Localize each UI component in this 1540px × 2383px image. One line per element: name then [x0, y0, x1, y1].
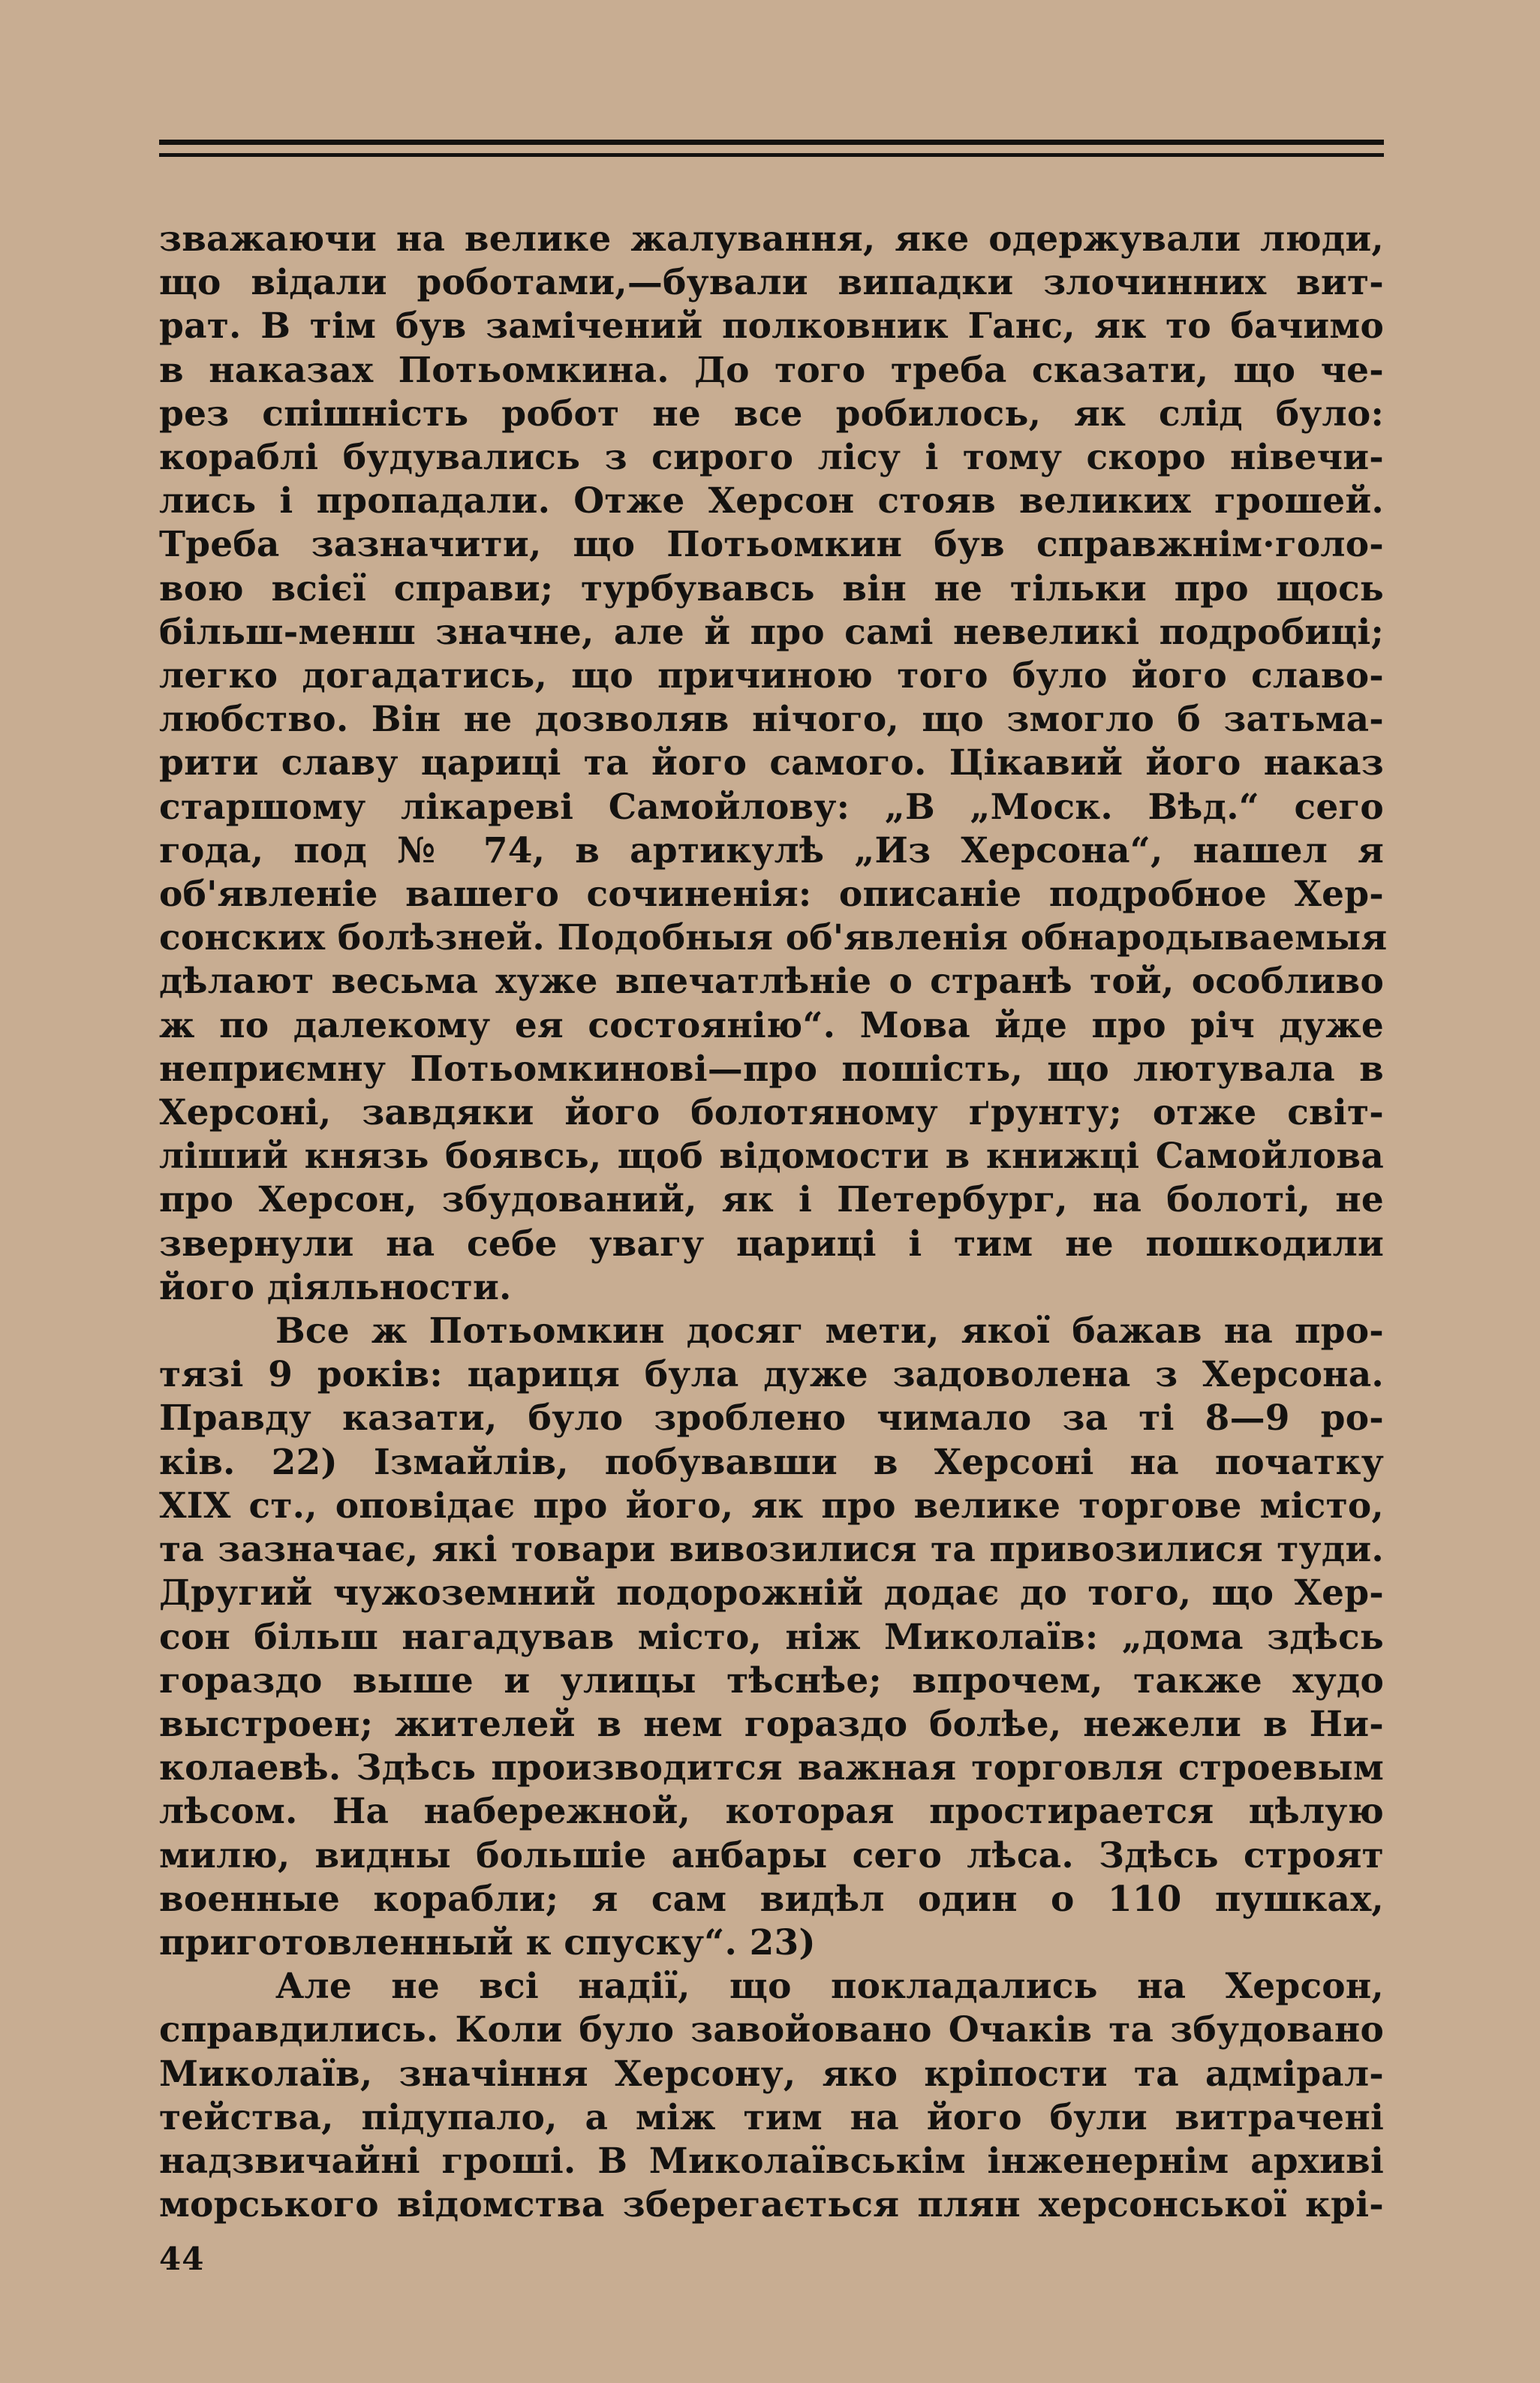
text-line: що відали роботами,—бували випадки злочинних вит-	[159, 262, 1384, 304]
text-line: лись і пропадали. Отже Херсон стояв великих грошей.	[159, 480, 1384, 522]
header-rule-thin	[159, 153, 1384, 157]
text-line: выстроен; жителей в нем гораздо болѣе, нежели в Ни-	[159, 1703, 1384, 1745]
text-line: военные корабли; я сам видѣл один о 110 пушках,	[159, 1878, 1384, 1920]
text-line: тейства, підупало, а між тим на його були витрачені	[159, 2096, 1384, 2138]
text-line: старшому лікареві Самойлову: „В „Моск. Вѣд.“ сего	[159, 786, 1384, 828]
text-line: дѣлают весьма хуже впечатлѣніе о странѣ той, особливо	[159, 961, 1384, 1003]
text-line: колаевѣ. Здѣсь производится важная торговля строевым	[159, 1747, 1384, 1789]
text-line: Але не всі надії, що покладались на Херсон,	[275, 1966, 1384, 2008]
text-line: рез спішність робот не все робилось, як слід було:	[159, 393, 1384, 435]
text-line: приготовленный к спуску“. 23)	[159, 1921, 816, 1963]
text-line: года, под № 74, в артикулѣ „Из Херсона“, нашел я	[159, 829, 1384, 871]
text-line: ків. 22) Ізмайлів, побувавши в Херсоні на початку	[159, 1441, 1384, 1483]
text-line: об'явленіе вашего сочиненія: описаніе подробное Хер-	[159, 874, 1384, 916]
text-line: Миколаїв, значіння Херсону, яко кріпости та адмірал-	[159, 2053, 1384, 2095]
text-line: Другий чужоземний подорожній додає до того, що Хер-	[159, 1572, 1384, 1614]
text-line: тязі 9 років: цариця була дуже задоволена з Херсона.	[159, 1354, 1384, 1396]
page-number: 44	[159, 2240, 205, 2277]
text-line: Все ж Потьомкин досяг мети, якої бажав на про-	[275, 1310, 1384, 1352]
text-line: його діяльности.	[159, 1266, 512, 1308]
text-line: неприємну Потьомкинові—про пошість, що лютувала в	[159, 1048, 1384, 1090]
paragraph-3	[159, 1965, 1384, 2227]
text-line: морського відомства зберегається плян херсонської крі-	[159, 2184, 1384, 2226]
text-line: сон більш нагадував місто, ніж Миколаїв: „дома здѣсь	[159, 1616, 1384, 1658]
text-line: Треба зазначити, що Потьомкин був справжнім·голо-	[159, 524, 1384, 566]
text-line: рити славу цариці та його самого. Цікавий його наказ	[159, 742, 1384, 784]
text-line: любство. Він не дозволяв нічого, що змогло б затьма-	[159, 699, 1384, 741]
text-line: Херсоні, завдяки його болотяному ґрунту; отже світ-	[159, 1092, 1384, 1134]
text-line: про Херсон, збудований, як і Петербург, на болоті, не	[159, 1179, 1384, 1221]
text-line: звернули на себе увагу цариці і тим не пошкодили	[159, 1223, 1384, 1265]
paragraph-1	[159, 218, 1388, 1310]
text-line: легко догадатись, що причиною того було його славо-	[159, 655, 1384, 697]
body-text	[159, 218, 1388, 2227]
text-line: кораблі будувались з сирого лісу і тому скоро нівечи-	[159, 437, 1384, 479]
text-line: та зазначає, які товари вивозилися та привозилися туди.	[159, 1529, 1384, 1571]
text-line: милю, видны большіе анбары сего лѣса. Здѣсь строят	[159, 1834, 1384, 1876]
paragraph-2	[159, 1310, 1384, 1965]
text-line: ж по далекому ея состоянію“. Мова йде про річ дуже	[159, 1004, 1384, 1046]
text-line: Правду казати, було зроблено чимало за ті 8—9 ро-	[159, 1398, 1384, 1440]
text-line: в наказах Потьомкина. До того треба сказати, що че-	[159, 349, 1384, 391]
text-line: гораздо выше и улицы тѣснѣе; впрочем, также худо	[159, 1659, 1384, 1701]
text-line: сонских болѣзней. Подобныя об'явленія обнародываемыя	[159, 917, 1388, 959]
text-line: XIX ст., оповідає про його, як про велике торгове місто,	[159, 1485, 1384, 1527]
text-line: вою всієї справи; турбувавсь він не тільки про щось	[159, 567, 1384, 609]
text-line: надзвичайні гроші. В Миколаївськім інженернім архиві	[159, 2140, 1384, 2182]
text-line: лѣсом. На набережной, которая простирается цѣлую	[159, 1791, 1384, 1833]
text-line: ліший князь боявсь, щоб відомости в книжці Самойлова	[159, 1136, 1384, 1178]
text-line: справдились. Коли було завойовано Очаків та збудовано	[159, 2009, 1384, 2051]
text-line: більш-менш значне, але й про самі невеликі подробиці;	[159, 611, 1384, 653]
text-line: зважаючи на велике жалування, яке одержували люди,	[159, 218, 1384, 260]
text-line: рат. В тім був замічений полковник Ганс, як то бачимо	[159, 305, 1384, 348]
header-rule-thick	[159, 140, 1384, 145]
